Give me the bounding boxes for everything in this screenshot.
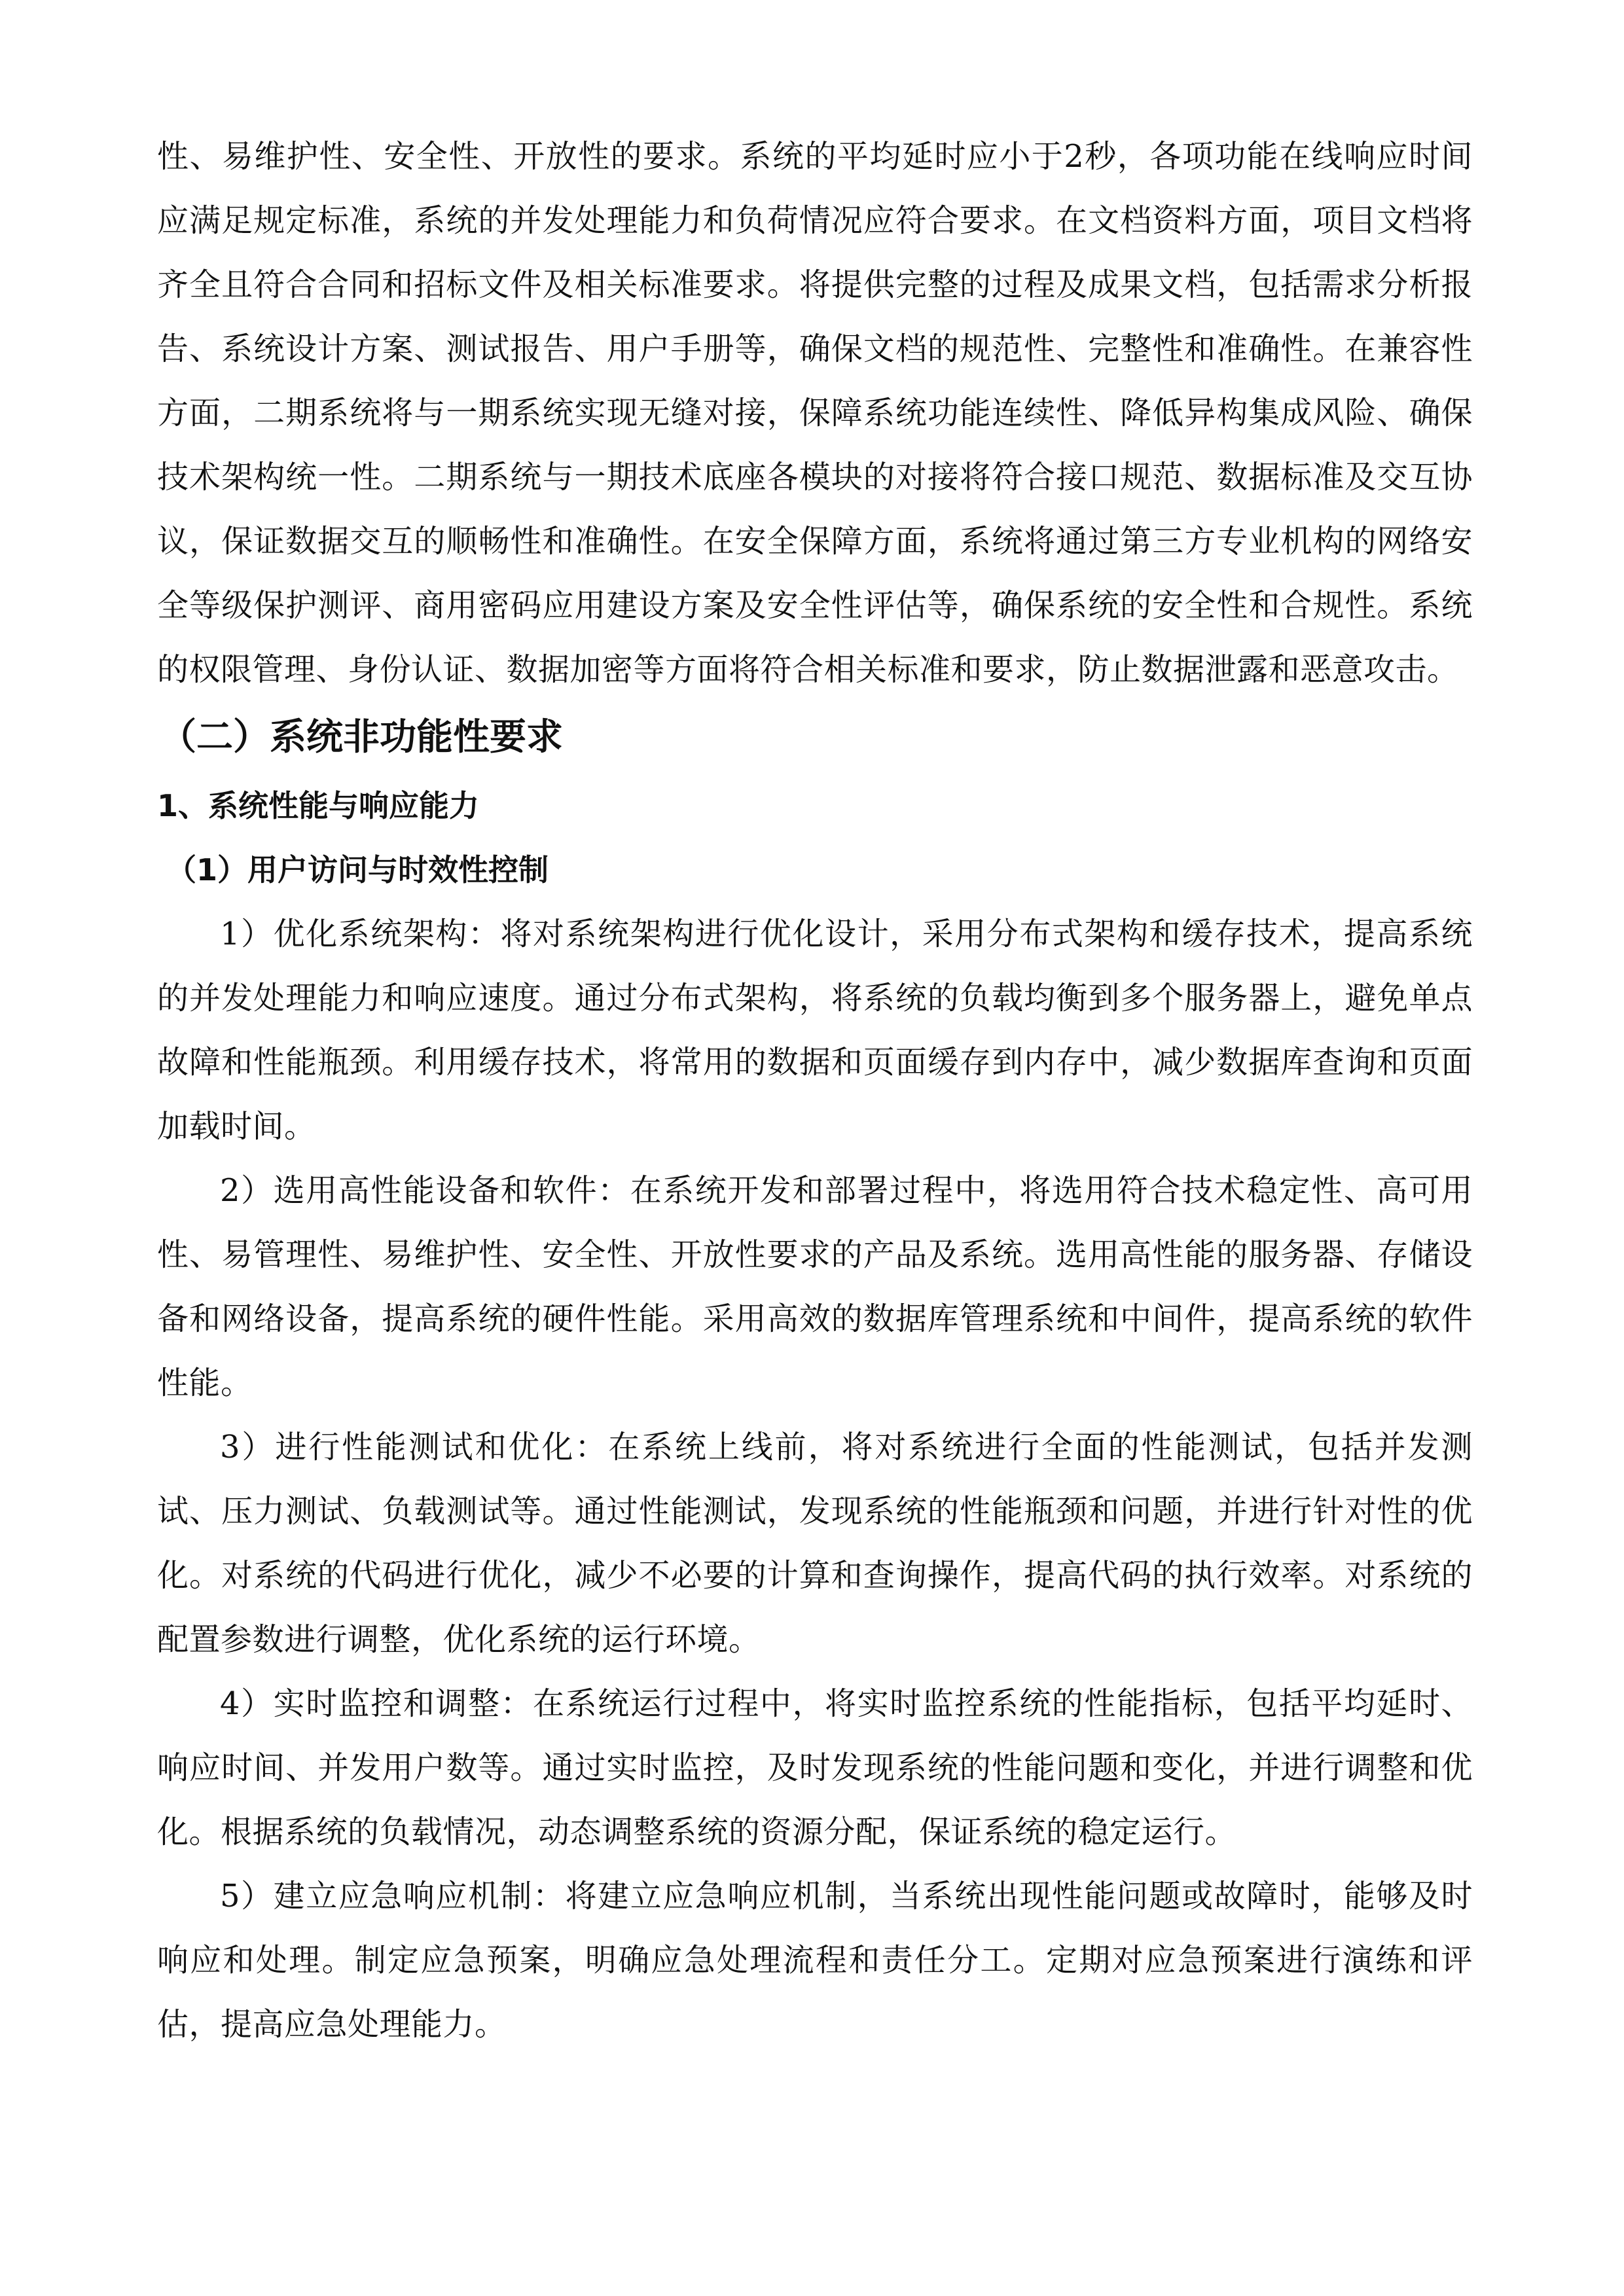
document-page [157, 124, 1473, 2056]
list-item-5: 5）建立应急响应机制：将建立应急响应机制，当系统出现性能问题或故障时，能够及时响应和处理。制定应急预案，明确应急处理流程和责任分工。定期对应急预案进行演练和评估，提高应急处理能力。 [157, 1878, 1473, 2043]
list-item-4: 4）实时监控和调整：在系统运行过程中，将实时监控系统的性能指标，包括平均延时、响应时间、并发用户数等。通过实时监控，及时发现系统的性能问题和变化，并进行调整和优化。根据系统的负载情况，动态调整系统的资源分配，保证系统的稳定运行。 [157, 1685, 1473, 1850]
subsection-heading: 1、系统性能与响应能力 [157, 788, 480, 823]
list-item-3: 3）进行性能测试和优化：在系统上线前，将对系统进行全面的性能测试，包括并发测试、压力测试、负载测试等。通过性能测试，发现系统的性能瓶颈和问题，并进行针对性的优化。对系统的代码进行优化，减少不必要的计算和查询操作，提高代码的执行效率。对系统的配置参数进行调整，优化系统的运行环境。 [157, 1429, 1473, 1658]
section-heading: （二）系统非功能性要求 [160, 716, 563, 759]
list-item-1: 1）优化系统架构：将对系统架构进行优化设计，采用分布式架构和缓存技术，提高系统的并发处理能力和响应速度。通过分布式架构，将系统的负载均衡到多个服务器上，避免单点故障和性能瓶颈。利用缓存技术，将常用的数据和页面缓存到内存中，减少数据库查询和页面加载时间。 [157, 916, 1473, 1145]
subsubsection-heading: （1）用户访问与时效性控制 [166, 852, 549, 888]
intro-paragraph: 性、易维护性、安全性、开放性的要求。系统的平均延时应小于2秒，各项功能在线响应时间应满足规定标准，系统的并发处理能力和负荷情况应符合要求。在文档资料方面，项目文档将齐全且符合合同和招标文件及相关标准要求。将提供完整的过程及成果文档，包括需求分析报告、系统设计方案、测试报告、用户手册等，确保文档的规范性、完整性和准确性。在兼容性方面，二期系统将与一期系统实现无缝对接，保障系统功能连续性、降低异构集成风险、确保技术架构统一性。二期系统与一期技术底座各模块的对接将符合接口规范、数据标准及交互协议，保证数据交互的顺畅性和准确性。在安全保障方面，系统将通过第三方专业机构的网络安全等级保护测评、商用密码应用建设方案及安全性评估等，确保系统的安全性和合规性。系统的权限管理、身份认证、数据加密等方面将符合相关标准和要求，防止数据泄露和恶意攻击。 [157, 138, 1473, 688]
list-item-2: 2）选用高性能设备和软件：在系统开发和部署过程中，将选用符合技术稳定性、高可用性、易管理性、易维护性、安全性、开放性要求的产品及系统。选用高性能的服务器、存储设备和网络设备，提高系统的硬件性能。采用高效的数据库管理系统和中间件，提高系统的软件性能。 [157, 1172, 1473, 1401]
